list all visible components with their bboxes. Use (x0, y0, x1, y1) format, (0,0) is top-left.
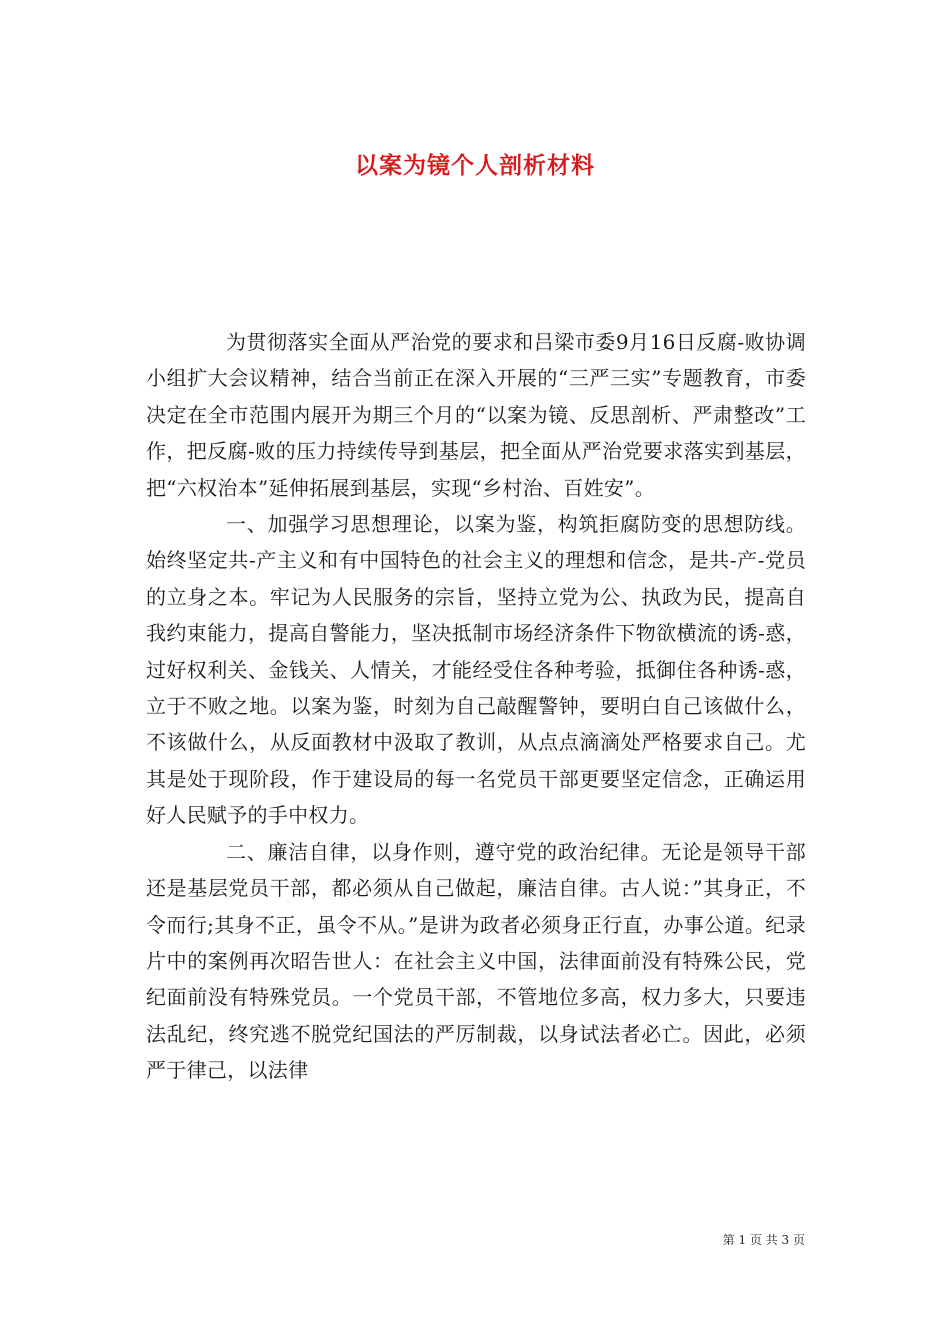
paragraph-intro: 为贯彻落实全面从严治党的要求和吕梁市委9月16日反腐-败协调小组扩大会议精神，结合当前正在深入开展的“三严三实”专题教育，市委决定在全市范围内展开为期三个月的“以案为镜、反思剖析、严肃整改”工作，把反腐-败的压力持续传导到基层，把全面从严治党要求落实到基层，把“六权治本”延伸拓展到基层，实现“乡村治、百姓安”。 (146, 330, 806, 500)
document-body (146, 324, 806, 1089)
paragraph-section-one: 一、加强学习思想理论，以案为鉴，构筑拒腐防变的思想防线。始终坚定共-产主义和有中国特色的社会主义的理想和信念，是共-产-党员的立身之本。牢记为人民服务的宗旨，坚持立党为公、执政为民，提高自我约束能力，提高自警能力，坚决抵制市场经济条件下物欲横流的诱-惑，过好权利关、金钱关、人情关，才能经受住各种考验，抵御住各种诱-惑，立于不败之地。以案为鉴，时刻为自己敲醒警钟，要明白自己该做什么，不该做什么，从反面教材中汲取了教训，从点点滴滴处严格要求自己。尤其是处于现阶段，作于建设局的每一名党员干部更要坚定信念，正确运用好人民赋予的手中权力。 (146, 512, 806, 828)
page-number-footer: 第 1 页 共 3 页 (722, 1233, 805, 1247)
document-title: 以案为镜个人剖析材料 (355, 153, 595, 180)
paragraph-section-two: 二、廉洁自律，以身作则，遵守党的政治纪律。无论是领导干部还是基层党员干部，都必须从自己做起，廉洁自律。古人说：”其身正，不令而行;其身不正，虽令不从。”是讲为政者必须身正行直，办事公道。纪录片中的案例再次昭告世人：在社会主义中国，法律面前没有特殊公民，党纪面前没有特殊党员。一个党员干部，不管地位多高，权力多大，只要违法乱纪，终究逃不脱党纪国法的严厉制裁，以身试法者必亡。因此，必须严于律己，以法律 (146, 839, 806, 1083)
